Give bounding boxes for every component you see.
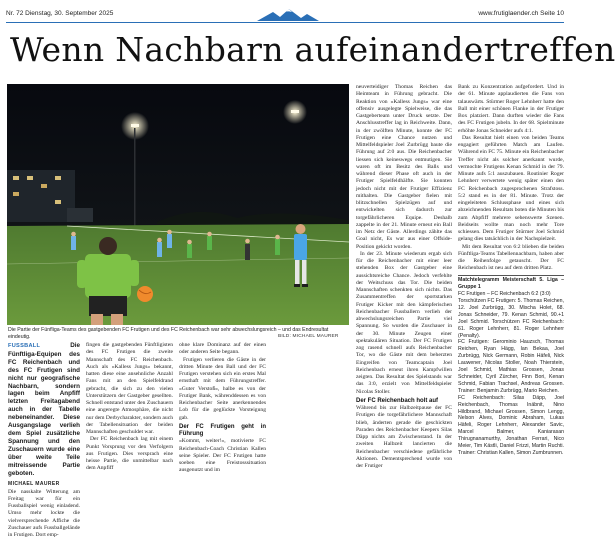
lineup-fc-frutigen: FC Frutigen: Gerominio Hauzsch, Thomas Reichen, Ryan Hägg, Ian Bekaa, Joel Zurbrügg, Nick Germann, Robin Häfeli, Nick Lauwener, Nicolas Stoller, Noah Thierstein, Joel Schmid, Mathias Grossen, Jonas Schneider, Cyril Zürcher, Finn Bori, Kenan Schmid, Fabian Trachsel, Andreas Grossen. Trainer: Benjamin Zurbrügg, Mario Reichen. (458, 339, 564, 394)
photo-credit: BILD: MICHAEL MAURER (278, 334, 339, 339)
header-rule (6, 22, 564, 23)
column-5-text-c: Mit dem Resultat von 6:2 blieben die beiden Fünftliga-Teams Tabellennachbarn, haben aber die Reihenfolge getauscht. Der FC Reichenbach ist neu auf dem dritten Platz. (458, 243, 564, 272)
article-lead (8, 342, 80, 477)
article-kicker: FUSSBALL (8, 343, 41, 349)
article-column-1 (8, 342, 80, 539)
subhead-fc-reichenbach-holt-auf: Der FC Reichenbach holt auf (356, 397, 439, 404)
column-4-text-c: Während bis zur Halbzeitpause der FC Frutigen die torgefährlichere Mannschaft blieb, änderten gerade die geschickten Paraden des Reichenbacher Keepers Silas Däpp nichts am Zwischenstand. In der zweiten Halbzeit lancierten die Reichenbacher verschiedene gefährliche Aktionen. Dementsprechend wurde von der Frutiger (356, 405, 452, 469)
article-author: MICHAEL MAURER (8, 481, 60, 488)
column-5-text-a: Bank zu Konzentration aufgefordert. Und in der 61. Minute applaudierten die Fans von talauswärts. Stürmer Roger Lehnherr hatte den Ball mit einer schönen Flanke in der Frutiger Box platziert. Dann durften wieder die Fans des FC Frutigen jubeln. In der 68. Spielminute erhöhte Jonas Schneider aufs 4:1. (458, 84, 564, 134)
match-telegram-title: Matchtelegramm Meisterschaft 5. Liga – Gruppe 1 (458, 277, 564, 291)
article-headline: Wenn Nachbarn aufeinandertreffen (10, 30, 616, 69)
match-result: FC Frutigen – FC Reichenbach 6:2 (3:0) (458, 291, 551, 298)
column-3-text-c: «Kommt, weiter!», motivierte FC Reichenbach-Coach Christian Kallen seine Spieler. Der FC Frutigen hatte soeben eine Freistosssituation ausgenutzt und im (179, 438, 266, 474)
column-2-text-a: fingen die gastgebenden Fünftligisten des FC Frutigen die zweite Mannschaft des FC Reichenbach. Auch als «Kalless Jungs» bekannt, hatten diese eine ansehnliche Anzahl Fans mit an den Spielfeldrand gebracht, die sich zu den vielen Unterstützern der Gastgeber gesellten. Schnell entstand unter den Zuschauern eine angeregte Atmosphäre, die nicht nur dem Derbycharakter, sondern auch der Tabellensituation der beiden Mannschaften geschuldet war. (86, 342, 173, 435)
column-3-text-a: ohne klare Dominanz auf der einen oder anderen Seite begann. (179, 342, 266, 356)
mountain-logo (253, 8, 323, 22)
column-4-text-a: neuverteidiger Thomas Reichen das Heimteam in Führung gebracht. Die Reaktion von «Kalless Jungs» war eine offensiv ausgelegte Spielweise, die das Gastgeberteam unter Druck setzte. Der Anschlusstreffer lag in Reichweite. Dann, in der zwölften Minute, konnte der FC Frutigen eine Chance nutzen und Mittelfeldspieler Joel Zurbrügg baute die Führung auf 2:0 aus. Die Reichenbacher liessen sich keineswegs entmutigen. Sie waren oft im Besitz des Balls und während dieser Phase oft auch in der Frutiger Spielfeldhälfte. Sie konnten jedoch nicht mit der Frutiger Effizienz mithalten. Die Gastgeber fielen mit blitzschnellen Spielzügen auf und entwickelten sich dadurch zur torgefährlicheren Equipe. Deshalb zappelte in der 21. Minute erneut ein Ball im Netz der Gäste. Allerdings zählte das Goal nicht, Es war aus einer Offside-Position gekickt worden. (356, 84, 452, 250)
column-2-text-b: Der FC Reichenbach lag mit einem Punkt Vorsprung vor den Verfolgern aus Frutigen. Dies versprach eine heisse Partie, die unmittelbar nach dem Anpfiff (86, 436, 173, 472)
site-and-page: www.frutiglaender.ch Seite 10 (478, 10, 564, 17)
column-1-body: Die nasskalte Witterung am Freitag war für ein Fussballspiel wenig einladend. Umso mehr lockte die vielversprechende Affiche die Zuschauer aufs Fussballgelände in Frutigen. Dort emp- (8, 488, 80, 539)
article-column-2 (86, 342, 173, 500)
article-column-3 (179, 342, 266, 500)
stats-divider (458, 275, 564, 276)
lineup-fc-reichenbach: FC Reichenbach: Silas Däpp, Joel Reichenbach, Thomas Inäbnit, Nino Hildbrand, Michael Grossen, Simon Lengg, Nelson Alves, Dominic Abraham, Lukas Häfeli, Roger Lehnherr, Alexander Savic, Marcel Balmer, Kaniarasan Thirugnanamurthy, Jonathan Ferrari, Nico Meier, Tim Kästli, Daniel Frizzi, Martin Ruchti. Trainer: Christian Kallen, Simon Zumbrunnen. (458, 394, 564, 456)
column-5-text-b: Das Resultat hielt einen von beiden Teams engagiert geführten Match am Laufen. Während ein FC 75. Minute ein Reichenbacher Treffer nicht als solcher anerkannt wurde, vermochte Frutigens Kenan Schmid in der 79. Minute aufs 5:1 auszubauen. Routinier Roger Lehnherr verwertete wenig später einen den FC Reichenbach zugesprochenen Strafstoss. 5:2 stand es in der 81. Minute. Trotz der eingeleiteten Schlussphase und eines sich abzeichnenden Resultats boten die Minuten bis zum Abpfiff mehrere sehenswerte Szenen. Beidseits wollte man noch mehr Tore schiessen. Dem Frutiger Stürmer Joel Schmid gelang dies tatsächlich in der Nachspielzeit. (458, 134, 564, 243)
column-3-text-b: Frutigen verlieren die Gäste in der dritten Minute den Ball und der FC Frutigen verstehen sich ein erstes Mal ernsthaft mit dem Führungstreffer. «Guter Verstoß», halbe es von der Frutiger Bank, währenddessen es von Reichenbacher Seite anerkennendes Lob für die geglückte Vorsteigung gab. (179, 356, 266, 421)
match-photo (7, 84, 349, 325)
match-scorers: Torschützen FC Frutigen: 5. Thomas Reichen, 12. Joel Zurbrügg, 30. Mischa Holet, 68. Jonas Schneider, 79. Kenan Schmid, 90.+1 Joel Schmid. Torschützen FC Reichenbach: 61. Roger Lehnherr, 81. Roger Lehnherr (Penalty). (458, 298, 565, 339)
subhead-fc-frutigen-fuehrung: Der FC Frutigen geht in Führung (179, 423, 266, 437)
article-column-4 (356, 84, 452, 500)
lead-text: Die Fünftliga-Equipen des FC Reichenbach und des FC Frutigen sind nicht nur geografische Nachbarn, sondern lagen beim Anpfiff letzten Freitagabend auch in der Tabelle nebeneinander. Diese Ausgangslage verlieh dem Spiel zusätzliche Spannung und den Zuschauern wurde eine über weite Teile mitreissende Partie geboten. (8, 342, 80, 477)
article-column-5 (458, 84, 564, 500)
page-header (6, 8, 564, 20)
photo-caption: Die Partie der Fünfliga-Teams des gastgebenden FC Frutigen und des FC Reichenbach war sehr abwechslungsreich – und das Endresultat eindeutig. (8, 327, 329, 340)
issue-line: Nr. 72 Dienstag, 30. September 2025 (6, 10, 114, 17)
column-4-text-b: In der 23. Minute wiederum ergab sich für die Reichenbacher mit einer leer stehenden Box der Gastgeber eine aussichtsreiche Chance. Jedoch verfehlte der Weitschuss das Tor. Die beiden Mannschaften schenkten sich nichts. Das Zusammentreffen der sportstarken Frutiger Kicker mit den kämpferischen Reichenbacher Fussballern verlieh der abwechslungsreichen Partie viel Spannung. So wurden die Zuschauer in der 30. Minute Zeugen einer spektakulären Situation. Der FC Frutigen zog rasend schnell aufs Reichenbacher Tor, wo die Gäste mit dem beherzten Eingreifen von Teamcaptain Joel Reichenbach erneut ihren Kampfwillen zeigten. Das Resultat des Spielstands war das 3:0, erzielt von Mittelfeldspieler Nicolas Stoller. (356, 250, 452, 395)
